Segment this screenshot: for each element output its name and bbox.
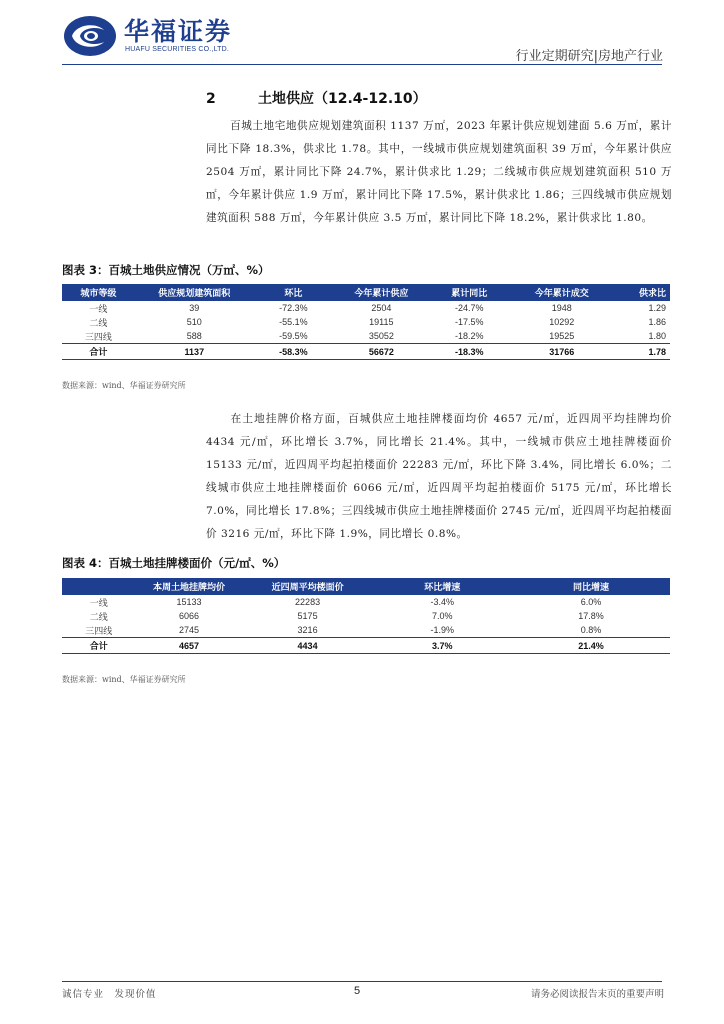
table-cell: -55.1% (279, 317, 308, 327)
table-cell: -1.9% (430, 625, 455, 635)
report-type: 行业定期研究|房地产行业 (515, 49, 663, 64)
table-cell: 1137 (135, 344, 254, 360)
table-row (62, 623, 670, 638)
table-cell: 6066 (178, 611, 199, 621)
table-cell: 一线 (89, 303, 108, 314)
section-number: 2 (206, 91, 216, 107)
table-cell: 合计 (62, 344, 135, 360)
table-cell: 19115 (369, 317, 394, 327)
footer-divider (62, 981, 662, 982)
figure-4-title: 图表 4：百城土地挂牌楼面价（元/㎡、%） (62, 556, 286, 570)
table-cell: 35052 (368, 331, 394, 341)
paragraph-land-supply (206, 115, 672, 230)
column-header: 环比增速 (373, 578, 512, 595)
figure-3-source: 数据来源：wind、华福证券研究所 (62, 381, 186, 390)
table-cell: -72.3% (279, 303, 308, 313)
table-cell: 21.4% (512, 638, 670, 654)
table-cell: 2745 (178, 625, 199, 635)
table-cell: 4434 (242, 638, 372, 654)
table-cell: 588 (186, 331, 202, 341)
table-cell: -3.4% (430, 597, 455, 607)
table-cell: 510 (186, 317, 202, 327)
column-header: 本周土地挂牌均价 (135, 578, 242, 595)
table-cell: -58.3% (254, 344, 333, 360)
table-cell: 17.8% (578, 611, 604, 621)
table-row (62, 595, 670, 609)
table-cell: 1.80 (648, 331, 666, 341)
column-header (62, 578, 135, 595)
table-total-row (62, 638, 670, 654)
table-cell: 1.86 (648, 317, 666, 327)
header-divider (62, 64, 662, 65)
table-cell: 22283 (295, 597, 321, 607)
table-cell: 7.0% (432, 611, 453, 621)
table-total-row (62, 344, 670, 360)
column-header: 城市等级 (62, 284, 135, 301)
column-header: 今年累计供应 (333, 284, 430, 301)
table-cell: 三四线 (85, 625, 113, 636)
figure-4-table (62, 578, 670, 654)
figure-3-title: 图表 3：百城土地供应情况（万㎡、%） (62, 263, 270, 277)
table-header-row (62, 284, 670, 301)
table-cell: 4657 (135, 638, 242, 654)
column-header: 近四周平均楼面价 (242, 578, 372, 595)
logo-text-en: HUAFU SECURITIES CO.,LTD. (125, 46, 230, 53)
table-cell: 二线 (89, 317, 108, 328)
section-title-text: 土地供应（12.4-12.10） (258, 91, 427, 107)
column-header: 同比增速 (512, 578, 670, 595)
page-header (0, 0, 724, 70)
column-header: 累计同比 (430, 284, 509, 301)
table-cell: 3.7% (373, 638, 512, 654)
paragraph-land-supply-text: 百城土地宅地供应规划建筑面积 1137 万㎡，2023 年累计供应规划建面 5.6 万㎡，累计同比下降 18.3%，供求比 1.78。其中，一线城市供应规划建筑面积 39 万㎡，今年累计供应 2504 万㎡，累计同比下降 24.7%，累计供求比 1.29；二线城市供应规划建筑面积 510 万㎡，今年累计供应 1.9 万㎡，累计同比下降 17.5%，累计供求比 1.86；三四线城市供应规划建筑面积 588 万㎡，今年累计供应 3.5 万㎡，累计同比下降 18.2%，累计供求比 1.80。 (206, 120, 672, 224)
huafu-logo-icon (62, 14, 118, 58)
table-cell: 1.29 (648, 303, 666, 313)
table-cell: 31766 (509, 344, 615, 360)
column-header: 环比 (254, 284, 333, 301)
table-cell: 5175 (297, 611, 318, 621)
footer-slogan: 诚信专业 发现价值 (62, 989, 157, 1000)
column-header: 供应规划建筑面积 (135, 284, 254, 301)
table-cell: 19525 (549, 331, 575, 341)
section-title (206, 88, 427, 108)
table-row (62, 301, 670, 315)
table-cell: 一线 (89, 597, 108, 608)
table-cell: 10292 (549, 317, 575, 327)
table-cell: 2504 (371, 303, 392, 313)
table-cell: 1948 (551, 303, 572, 313)
table-row (62, 609, 670, 623)
table-cell: -24.7% (455, 303, 484, 313)
table-row (62, 315, 670, 329)
table-header-row (62, 578, 670, 595)
table-cell: 39 (189, 303, 200, 313)
table-cell: 合计 (62, 638, 135, 654)
table-cell: 56672 (333, 344, 430, 360)
table-cell: -17.5% (455, 317, 484, 327)
table-cell: -18.2% (455, 331, 484, 341)
table-cell: 1.78 (615, 344, 670, 360)
page-number: 5 (354, 985, 361, 997)
table-cell: 0.8% (580, 625, 602, 635)
table-cell: -59.5% (279, 331, 308, 341)
table-cell: 6.0% (580, 597, 602, 607)
paragraph-land-price (206, 408, 672, 546)
figure-4-source: 数据来源：wind、华福证券研究所 (62, 675, 186, 684)
column-header: 供求比 (615, 284, 670, 301)
column-header: 今年累计成交 (509, 284, 615, 301)
table-row (62, 329, 670, 344)
table-cell: 二线 (89, 611, 108, 622)
table-cell: 3216 (297, 625, 318, 635)
figure-3-table (62, 284, 670, 360)
table-cell: 15133 (176, 597, 202, 607)
paragraph-land-price-text: 在土地挂牌价格方面，百城供应土地挂牌楼面均价 4657 元/㎡，近四周平均挂牌均价 4434 元/㎡，环比增长 3.7%，同比增长 21.4%。其中，一线城市供应土地挂牌楼面价 15133 元/㎡，近四周平均起拍楼面价 22283 元/㎡，环比下降 3.4%，同比增长 6.0%；二线城市供应土地挂牌楼面价 6066 元/㎡，近四周平均起拍楼面价 5175 元/㎡，环比增长 7.0%，同比增长 17.8%；三四线城市供应土地挂牌楼面价 2745 元/㎡，近四周平均起拍楼面价 3216 元/㎡，环比下降 1.9%，同比增长 0.8%。 (206, 413, 672, 540)
table-cell: -18.3% (430, 344, 509, 360)
table-cell: 三四线 (84, 331, 112, 342)
footer-disclaimer: 请务必阅读报告末页的重要声明 (530, 989, 664, 1000)
logo-text-cn: 华福证券 (124, 17, 233, 46)
